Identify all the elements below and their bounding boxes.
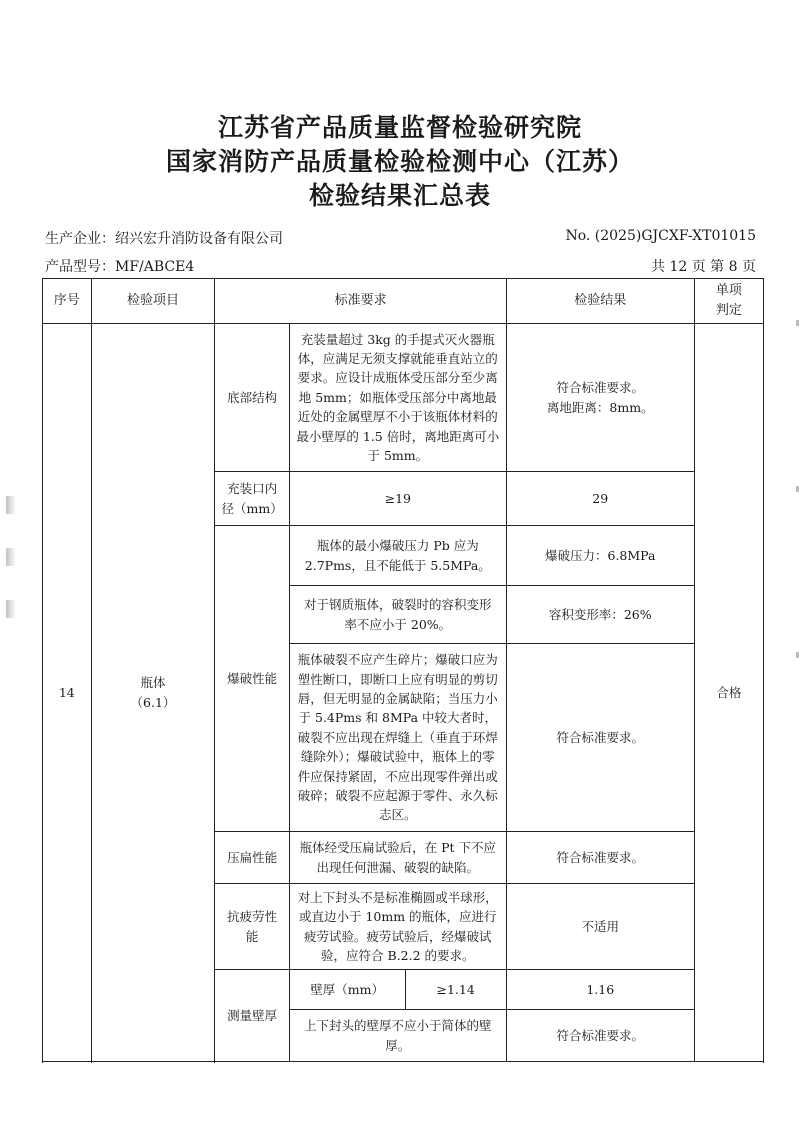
results-table [42, 278, 764, 1062]
header-item: 检验项目 [91, 279, 215, 324]
requirement-flattening: 瓶体经受压扁试验后，在 Pt 下不应 出现任何泄漏、破裂的缺陷。 [289, 832, 506, 884]
center-title: 国家消防产品质量检验检测中心（江苏） [165, 147, 634, 176]
header-no: 序号 [43, 279, 92, 324]
requirement-wall-thickness-label: 壁厚（mm） [289, 970, 405, 1010]
sub-item-bottom-structure: 底部结构 [215, 324, 289, 472]
result-flattening: 符合标准要求。 [506, 832, 694, 884]
requirement-volume-deformation: 对于钢质瓶体，破裂时的容积变形 率不应小于 20%。 [289, 586, 506, 644]
sub-item-fill-opening: 充装口内 径（mm） [215, 472, 289, 526]
requirement-head-thickness: 上下封头的壁厚不应小于简体的壁 厚。 [289, 1010, 506, 1062]
result-fill-opening: 29 [506, 472, 694, 526]
model-value: MF/ABCE4 [115, 259, 195, 275]
result-volume-deformation: 容积变形率：26% [506, 586, 694, 644]
document-title: 检验结果汇总表 [308, 181, 491, 210]
row-number: 14 [43, 324, 92, 1062]
requirement-fatigue: 对上下封头不是标准椭圆或半球形，或直边小于 10mm 的瓶体，应进行疲劳试验。疲劳试验后，经爆破试验，应符合 B.2.2 的要求。 [289, 884, 506, 970]
result-wall-thickness: 1.16 [506, 970, 694, 1010]
company-label: 生产企业： [45, 231, 115, 247]
result-fracture: 符合标准要求。 [506, 644, 694, 832]
edge-marks [796, 320, 800, 818]
result-head-thickness: 符合标准要求。 [506, 1010, 694, 1062]
binding-marks [6, 496, 20, 652]
company-field [45, 228, 283, 248]
report-number: No. (2025)GJCXF-XT01015 [565, 228, 756, 244]
result-bottom-structure: 符合标准要求。 离地距离：8mm。 [506, 324, 694, 472]
company-value: 绍兴宏升消防设备有限公司 [115, 231, 283, 247]
table-header-row [43, 279, 764, 324]
sub-item-burst: 爆破性能 [215, 526, 289, 832]
result-burst-pressure: 爆破压力：6.8MPa [506, 526, 694, 586]
sub-item-fatigue: 抗疲劳性 能 [215, 884, 289, 970]
requirement-burst-pressure: 瓶体的最小爆破压力 Pb 应为 2.7Pms，且不能低于 5.5MPa。 [289, 526, 506, 586]
requirement-fill-opening: ≥19 [289, 472, 506, 526]
model-label: 产品型号： [45, 259, 115, 275]
institute-title: 江苏省产品质量监督检验研究院 [217, 113, 582, 142]
requirement-bottom-structure: 充装量超过 3kg 的手提式灭火器瓶体，应满足无须支撑就能垂直站立的要求。应设计成瓶体受压部分至少离地 5mm；如瓶体受压部分中离地最近处的金属壁厚不小于该瓶体材料的最小壁厚的 1.5 倍时，离地距离可小于 5mm。 [289, 324, 506, 472]
result-fatigue: 不适用 [506, 884, 694, 970]
requirement-wall-thickness-value: ≥1.14 [405, 970, 506, 1010]
header-result: 检验结果 [506, 279, 694, 324]
header-standard: 标准要求 [215, 279, 506, 324]
sub-item-flattening: 压扁性能 [215, 832, 289, 884]
judgement: 合格 [694, 324, 763, 1062]
header-judge: 单项 判定 [694, 279, 763, 324]
requirement-fracture: 瓶体破裂不应产生碎片；爆破口应为塑性断口，即断口上应有明显的剪切唇，但无明显的金属缺陷；当压力小于 5.4Pms 和 8MPa 中较大者时，破裂不应出现在焊缝上（垂直于环焊缝除外）；爆破试验中，瓶体上的零件应保持紧固，不应出现零件弹出或破碎；破裂不应起源于零件、永久标志区。 [289, 644, 506, 832]
item-name: 瓶体 （6.1） [91, 324, 215, 1062]
table-row [43, 324, 764, 472]
page-info: 共 12 页 第 8 页 [651, 259, 756, 275]
model-field [45, 256, 194, 276]
sub-item-wall-thickness: 测量壁厚 [215, 970, 289, 1062]
